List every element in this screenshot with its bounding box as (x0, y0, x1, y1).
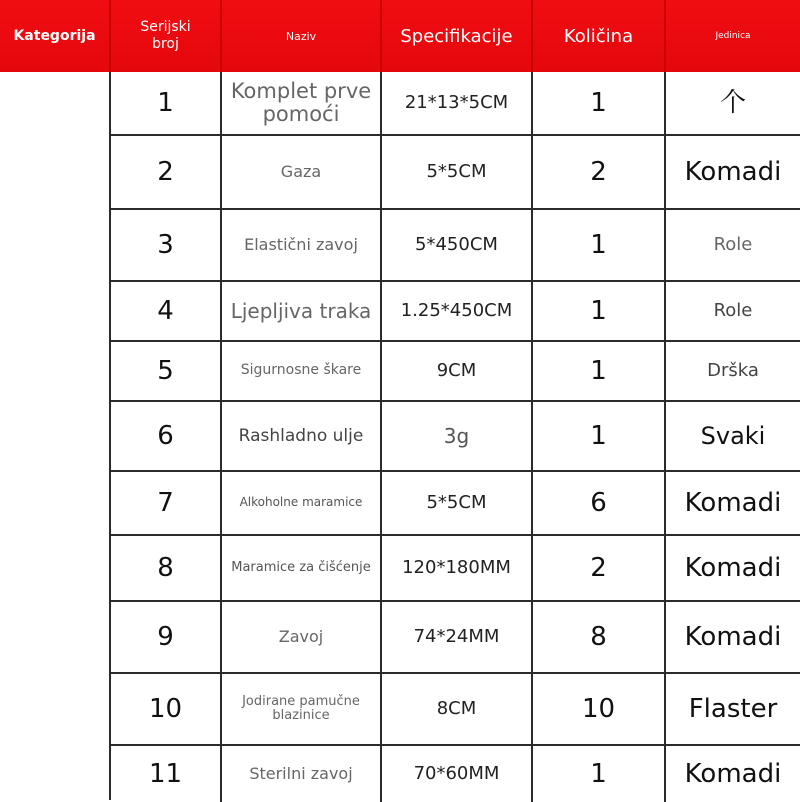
cell-unit: Drška (707, 360, 759, 382)
cell-unit: Komadi (684, 758, 782, 789)
cell-quantity: 10 (533, 674, 666, 744)
table-body (111, 72, 800, 802)
cell-unit: Flaster (688, 693, 778, 724)
table-row (111, 210, 800, 282)
table-row (111, 402, 800, 472)
cell-spec: 120*180MM (382, 536, 533, 600)
cell-serial-number: 8 (111, 536, 222, 600)
cell-spec: 9CM (382, 342, 533, 400)
cell-name: Sterilni zavoj (222, 746, 382, 802)
cell-unit: 个 (719, 87, 746, 118)
header-specifikacije: Specifikacije (382, 0, 533, 72)
cell-unit: Role (713, 234, 753, 256)
cell-spec: 70*60MM (382, 746, 533, 802)
cell-spec: 5*450CM (382, 210, 533, 280)
cell-serial-number: 2 (111, 136, 222, 208)
cell-quantity: 2 (533, 136, 666, 208)
cell-serial-number: 1 (111, 72, 222, 134)
cell-unit: Role (713, 300, 753, 322)
header-kategorija: Kategorija (0, 0, 111, 72)
category-column (0, 72, 111, 800)
cell-spec: 1.25*450CM (382, 282, 533, 340)
cell-serial-number: 7 (111, 472, 222, 534)
cell-name: Gaza (222, 136, 382, 208)
header-jedinica: Jedinica (715, 31, 751, 41)
table-row (111, 282, 800, 342)
table-row (111, 342, 800, 402)
cell-name: Elastični zavoj (222, 210, 382, 280)
cell-unit: Komadi (684, 487, 782, 518)
cell-name: Jodirane pamučne blazinice (222, 674, 382, 744)
cell-quantity: 1 (533, 342, 666, 400)
cell-name: Ljepljiva traka (222, 282, 382, 340)
cell-quantity: 1 (533, 746, 666, 802)
cell-quantity: 1 (533, 72, 666, 134)
cell-serial-number: 3 (111, 210, 222, 280)
cell-spec: 8CM (382, 674, 533, 744)
cell-spec: 74*24MM (382, 602, 533, 672)
table-row (111, 72, 800, 136)
table-row (111, 674, 800, 746)
table-row (111, 602, 800, 674)
cell-unit: Komadi (684, 156, 782, 187)
cell-spec: 3g (382, 402, 533, 470)
table-row (111, 472, 800, 536)
cell-name: Zavoj (222, 602, 382, 672)
cell-unit: Komadi (684, 621, 782, 652)
table-row (111, 136, 800, 210)
cell-serial-number: 11 (111, 746, 222, 802)
table-row (111, 536, 800, 602)
cell-name: Rashladno ulje (222, 402, 382, 470)
cell-quantity: 1 (533, 282, 666, 340)
cell-name: Komplet prve pomoći (222, 72, 382, 134)
header-serijski-broj: Serijski broj (111, 0, 222, 72)
cell-quantity: 1 (533, 210, 666, 280)
cell-spec: 21*13*5CM (382, 72, 533, 134)
cell-unit: Komadi (684, 552, 782, 583)
cell-spec: 5*5CM (382, 136, 533, 208)
table-row (111, 746, 800, 802)
cell-serial-number: 4 (111, 282, 222, 340)
cell-quantity: 8 (533, 602, 666, 672)
cell-serial-number: 9 (111, 602, 222, 672)
cell-name: Sigurnosne škare (222, 342, 382, 400)
cell-unit: Svaki (700, 421, 766, 450)
cell-quantity: 6 (533, 472, 666, 534)
header-naziv: Naziv (222, 0, 382, 72)
cell-name: Alkoholne maramice (222, 472, 382, 534)
cell-quantity: 1 (533, 402, 666, 470)
cell-serial-number: 10 (111, 674, 222, 744)
header-kolicina: Količina (533, 0, 666, 72)
cell-name: Maramice za čišćenje (222, 536, 382, 600)
cell-serial-number: 5 (111, 342, 222, 400)
table-header (0, 0, 800, 72)
cell-spec: 5*5CM (382, 472, 533, 534)
cell-serial-number: 6 (111, 402, 222, 470)
cell-quantity: 2 (533, 536, 666, 600)
